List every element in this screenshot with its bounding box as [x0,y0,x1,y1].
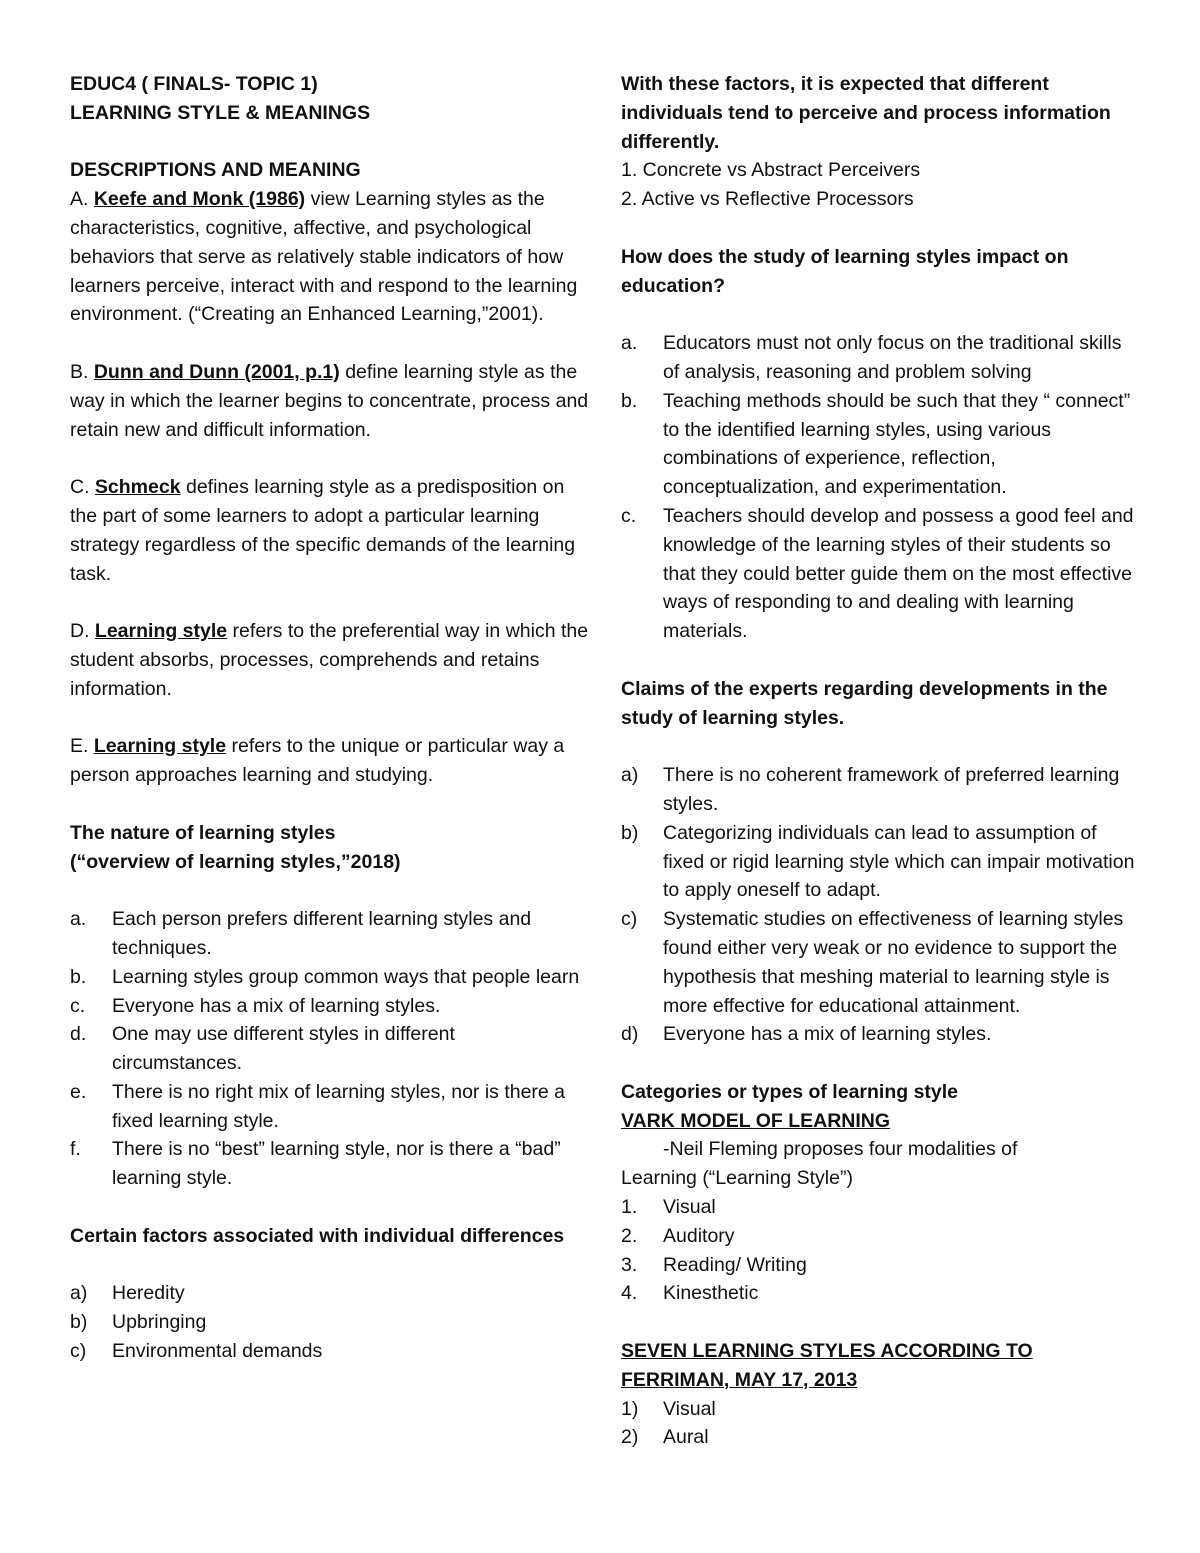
list-marker: d. [70,1023,87,1046]
nature-list [70,905,590,1193]
list-marker: b) [621,821,639,844]
list-item [621,819,1136,905]
list-marker: c. [621,504,637,527]
categories-heading: Categories or types of learning style [621,1080,959,1103]
intro-statement: With these factors, it is expected that different individuals tend to perceive and process information differently. [621,73,1111,153]
impact-list [621,329,1136,646]
nature-heading: The nature of learning styles [70,821,336,844]
vark-description-cont: Learning (“Learning Style”) [621,1167,853,1190]
list-text: There is no “best” learning style, nor is there a “bad” learning style. [112,1138,561,1190]
list-marker: c) [70,1340,87,1363]
list-text: There is no coherent framework of preferred learning styles. [663,764,1120,815]
intro-item: 1. Concrete vs Abstract Perceivers [621,159,921,182]
list-text: Heredity [112,1282,185,1305]
definition-text: refers to the preferential way in which the student absorbs, processes, comprehends and retains information. [70,620,589,700]
claims-heading: Claims of the experts regarding developments in the study of learning styles. [621,677,1108,729]
list-text: Auditory [663,1224,735,1247]
definition-author: Schmeck [94,476,181,499]
list-text: Each person prefers different learning styles and techniques. [112,908,532,959]
list-marker: a. [621,332,638,355]
list-item [70,1078,590,1136]
list-marker: c) [621,908,638,931]
list-item [70,963,590,992]
list-item [621,329,1136,387]
definition-letter: B. [70,360,94,383]
list-text: Kinesthetic [663,1282,759,1305]
list-text: Everyone has a mix of learning styles. [663,1023,992,1046]
intro-item: 2. Active vs Reflective Processors [621,188,914,211]
list-text: Teaching methods should be such that they “ connect” to the identified learning styles, using various combinations of experience, reflection, conceptualization, and experimentation. [663,389,1131,499]
list-marker: b. [70,965,87,988]
list-marker: 1. [621,1196,638,1219]
list-marker: a. [70,908,87,931]
nature-source: (“overview of learning styles,”2018) [70,850,401,873]
list-text: Reading/ Writing [663,1253,807,1276]
factors-list [70,1279,590,1365]
list-item [621,905,1136,1020]
list-text: Environmental demands [112,1340,323,1363]
list-item [621,1020,1136,1049]
list-text: Categorizing individuals can lead to assumption of fixed or rigid learning style which can impair motivation to apply oneself to adapt. [663,821,1135,902]
list-marker: 1) [621,1397,639,1420]
list-item [70,1020,590,1078]
list-item [621,1251,1136,1280]
definition-author: Keefe and Monk (1986) [93,188,306,211]
definition-letter: C. [70,476,95,499]
vark-list [621,1193,1136,1308]
list-marker: e. [70,1080,87,1103]
list-text: Visual [663,1397,716,1420]
document-title: LEARNING STYLE & MEANINGS [70,101,371,124]
list-item [70,1337,590,1366]
list-item [70,1308,590,1337]
list-item [621,761,1136,819]
list-text: Educators must not only focus on the traditional skills of analysis, reasoning and problem solving [663,332,1122,383]
seven-styles-list [621,1395,1136,1453]
list-text: Visual [663,1196,716,1219]
factors-heading: Certain factors associated with individual differences [70,1224,565,1247]
list-marker: c. [70,994,86,1017]
definition-letter: A. [70,188,94,211]
list-marker: 2. [621,1224,638,1247]
list-marker: b. [621,389,638,412]
definition-text: defines learning style as a predisposition on the part of some learners to adopt a particular learning strategy regardless of the specific demands of the learning task. [70,476,576,585]
list-marker: a) [70,1282,88,1305]
right-column [621,70,1136,1452]
list-item [70,905,590,963]
definition-d [70,617,590,703]
impact-heading: How does the study of learning styles impact on education? [621,245,1069,297]
list-text: Teachers should develop and possess a good feel and knowledge of the learning styles of their students so that they could better guide them on the most effective ways of responding to and dealing with learning materials. [663,504,1134,643]
list-item [621,1423,1136,1452]
list-item [70,1279,590,1308]
list-marker: d) [621,1023,639,1046]
definition-c [70,473,590,588]
definition-author: Learning style [94,620,228,643]
definition-text: refers to the unique or particular way a person approaches learning and studying. [70,735,565,787]
vark-heading: VARK MODEL OF LEARNING [621,1109,891,1132]
section-heading: DESCRIPTIONS AND MEANING [70,159,361,182]
vark-description: -Neil Fleming proposes four modalities of [663,1138,1018,1161]
definition-author: Dunn and Dunn (2001, p.1) [93,360,340,383]
list-text: Learning styles group common ways that people learn [112,965,580,988]
claims-list [621,761,1136,1049]
list-item [621,387,1136,502]
definition-a [70,185,590,329]
list-text: There is no right mix of learning styles, nor is there a fixed learning style. [112,1080,566,1132]
course-code: EDUC4 ( FINALS- TOPIC 1) [70,73,318,95]
definition-text: view Learning styles as the characteristics, cognitive, affective, and psychological behaviors that serve as relatively stable indicators of how learners perceive, interact with and respond to the learning environment. (“Creating an Enhanced Learning,”2001). [70,188,578,326]
seven-styles-heading: SEVEN LEARNING STYLES ACCORDING TO FERRIMAN, MAY 17, 2013 [621,1340,1033,1391]
definition-letter: D. [70,620,95,643]
definition-text: define learning style as the way in which the learner begins to concentrate, process and retain new and difficult information. [70,360,589,441]
list-marker: f. [70,1138,81,1161]
list-item [621,1279,1136,1308]
definition-letter: E. [70,735,94,758]
list-text: Aural [663,1426,709,1449]
list-marker: a) [621,764,639,787]
list-item [70,992,590,1021]
list-marker: b) [70,1311,88,1334]
definition-author: Learning style [93,735,227,758]
list-text: Upbringing [112,1311,207,1334]
left-column [70,70,590,1366]
definition-e [70,732,590,790]
list-text: One may use different styles in different circumstances. [112,1023,455,1075]
definition-b [70,358,590,444]
list-item [70,1135,590,1193]
list-item [621,1395,1136,1424]
list-marker: 3. [621,1253,638,1276]
list-item [621,1222,1136,1251]
list-item [621,1193,1136,1222]
list-text: Everyone has a mix of learning styles. [112,994,441,1017]
list-text: Systematic studies on effectiveness of learning styles found either very weak or no evidence to support the hypothesis that meshing material to learning style is more effective for educational attainment. [663,908,1124,1017]
list-marker: 4. [621,1282,638,1305]
list-marker: 2) [621,1426,639,1449]
list-item [621,502,1136,646]
